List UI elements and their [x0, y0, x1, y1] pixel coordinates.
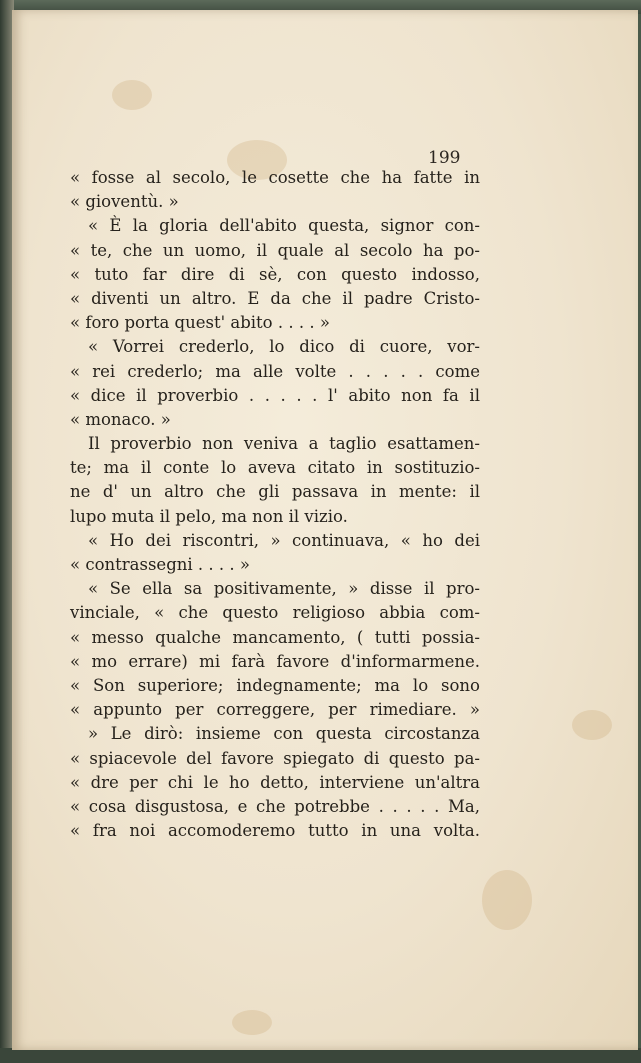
page-number: 199 — [428, 148, 461, 168]
text-line: « dice il proverbio . . . . . l' abito non fa il — [70, 385, 480, 405]
text-line: « appunto per correggere, per rimediare. » — [70, 700, 480, 720]
text-line: « fosse al secolo, le cosette che ha fatte in — [70, 168, 480, 187]
text-line: » Le dirò: insieme con questa circostanza — [88, 724, 480, 744]
paper-stain — [482, 870, 532, 930]
text-line: « Son superiore; indegnamente; ma lo sono — [70, 675, 480, 695]
text-line: « rei crederlo; ma alle volte . . . . . come — [70, 361, 480, 381]
paper-stain — [112, 80, 152, 110]
text-line: « monaco. » — [70, 409, 171, 429]
text-line: « gioventù. » — [70, 192, 179, 212]
text-line: « te, che un uomo, il quale al secolo ha po- — [70, 240, 480, 260]
text-line: « fra noi accomoderemo tutto in una volta. — [70, 821, 480, 841]
text-line: vinciale, « che questo religioso abbia com- — [70, 603, 480, 623]
book-edge-bottom — [0, 1048, 641, 1063]
text-line: « dre per chi le ho detto, interviene un'altra — [70, 772, 480, 792]
text-line: « È la gloria dell'abito questa, signor con- — [88, 216, 480, 236]
text-line: « Ho dei riscontri, » continuava, « ho dei — [88, 530, 480, 550]
text-line: « diventi un altro. E da che il padre Cristo- — [70, 288, 480, 308]
text-line: « spiacevole del favore spiegato di questo pa- — [70, 748, 480, 768]
page-body-text — [70, 166, 480, 843]
paper-stain — [572, 710, 612, 740]
text-line: Il proverbio non veniva a taglio esattamen- — [88, 434, 480, 454]
text-line: ne d' un altro che gli passava in mente: il — [70, 482, 480, 502]
text-line: te; ma il conte lo aveva citato in sostituzio- — [70, 458, 480, 478]
text-line: « contrassegni . . . . » — [70, 555, 250, 574]
text-line: « cosa disgustosa, e che potrebbe . . . . . Ma, — [70, 796, 480, 816]
text-line: « Se ella sa positivamente, » disse il pro- — [88, 579, 480, 599]
text-line: « mo errare) mi farà favore d'informarmene. — [70, 651, 480, 671]
text-line: « Vorrei crederlo, lo dico di cuore, vor- — [88, 337, 480, 357]
text-line: lupo muta il pelo, ma non il vizio. — [70, 506, 348, 526]
text-line: « messo qualche mancamento, ( tutti possia- — [70, 627, 480, 647]
text-line: « foro porta quest' abito . . . . » — [70, 313, 330, 333]
paper-stain — [232, 1010, 272, 1035]
text-line: « tuto far dire di sè, con questo indosso, — [70, 264, 480, 284]
